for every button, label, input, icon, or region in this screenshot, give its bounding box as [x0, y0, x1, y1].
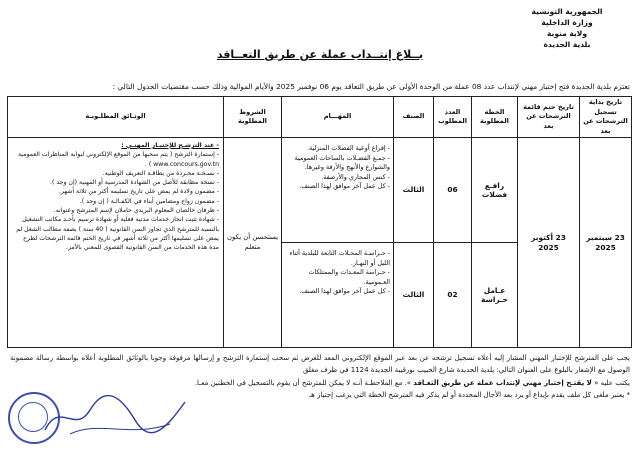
letterhead-line: بلدية الجديدة: [543, 40, 591, 49]
envelope-caption: لا يقتـح إختبار مهني لإنتداب عملة عن طريق التعـاقد: [413, 378, 592, 387]
task-item: - كنس المجاري والأرصفة.: [321, 172, 390, 181]
col-plan: الخطة المطلوبة: [472, 97, 518, 138]
letterhead: [512, 6, 622, 50]
task-item: - كل عمل آخر موافق لهذا الصنف.: [299, 182, 390, 190]
task-item: - كل عمل آخر موافق لهذا الصنف.: [299, 287, 390, 295]
document-item: - مضمون زواج ومضامين أبناء في الكفـالـة ( إن وجد ).: [79, 197, 219, 205]
reg-end-date: 23 أكتوبر 2025: [518, 138, 580, 348]
tasks-cell: [282, 243, 394, 348]
col-documents: الوثـائق المطلـوبـة: [8, 97, 224, 138]
grade-cell: الثالث: [394, 138, 434, 243]
signature-icon: [40, 390, 190, 440]
col-count: العدد المطلوب: [434, 97, 472, 138]
col-tasks: المهـــام: [282, 97, 394, 138]
document-item: - مضمون ولادة لم يمض على تاريخ تسليمه أكثر من ثلاثة أشهر.: [58, 188, 219, 196]
documents-heading: - عند الترشـح للإختبـار المهنـي :: [121, 142, 219, 149]
col-grade: الصنف: [394, 97, 434, 138]
count-cell: 02: [434, 243, 472, 348]
tasks-cell: [282, 138, 394, 243]
letterhead-line: ولاية منوبة: [547, 29, 587, 38]
footer-paragraph: * يعتبر ملغى كل ملف يقدم بإيداع أو يرد بعد الأجال المحددة أو لم يذكر فيه المترشح الخطة التي يرغب إجتياز هـ: [309, 390, 630, 399]
plan-cell: رافـع فضلات: [472, 138, 518, 243]
plan-cell: عـامل حـراسة: [472, 243, 518, 348]
table-header-row: [8, 97, 632, 138]
footer-paragraph: يجب على المترشح للإختبار المهني المشار إليه أعلاه تسجيل ترشحه عن بعد عبر الموقع الإلكتروني المعد للغرض ثم سحب إستمارة الترشح و إرسالها مرفوقة وجوبا بالوثائق المطلوبة أعلاه بواسطة رسالة مضمونة الوصول مع الإشعار بالبلوغ على العنوان التالي: بلدية الجديدة شارع الحبيب بورقيبة الجديدة 1124 في ظرف مغلق: [10, 354, 630, 375]
col-conditions: الشروط المطلوبة: [224, 97, 282, 138]
recruitment-table: [7, 96, 632, 348]
task-item: - حـراسة المعـدات والممتلكات العـمومية.: [308, 268, 390, 286]
table-row: [8, 138, 632, 243]
conditions-cell: يستحسن أن يكون متعلم: [224, 138, 282, 348]
document-item: - نسـخـة مجـردة من بطاقـة التعريف الوطنية.: [102, 169, 219, 177]
intro-paragraph: تعتزم بلدية الجديدة فتح إختبار مهني لإنتداب عدد 08 عملة من الوحدة الأولى عن طريق التعاقد يوم 06 نوفمبر 2025 والأيام الموالية وذلك حسب مقتضيات الجدول التالي :: [112, 82, 630, 91]
count-cell: 06: [434, 138, 472, 243]
footer-paragraph: [10, 377, 630, 389]
task-item: - حـراسـة المحـلات التابعة للبلدية أثناء الليل أو النهـار.: [289, 249, 390, 267]
document-item: - ظرفان خالصان المعلوم البريدي حاملان لإسم المترشح وعنوانه.: [53, 207, 219, 215]
reg-start-date: 23 سبتمبر 2025: [580, 138, 632, 348]
task-item: - إفراغ أوعية الفضلات المنزلية.: [307, 144, 390, 152]
letterhead-line: الجمهورية التونسية: [531, 7, 603, 16]
document-item: - نسخة مطابقة للأصل من الشهادة المدرسية أو المهنية (إن وجد ).: [50, 179, 219, 187]
letterhead-line: وزارة الداخلية: [541, 18, 593, 27]
document-item: - شهادة تثبت انجاز خدمات مدنية فعلية أو شهادة ترسيم بأحـد مكاتب التشغيل بالنسبة للمترشح الذي تجاوز السن القانونية ( 40 سنة ) بصفة مطالب الشغل لم يمض على تسليمها أكثر من ثلاثة أشهر في تاريخ الختم قائمة الترشحات لطرح مدة هذه الخدمات من السن القانونية القصوى للمعني بالأمر.: [16, 216, 219, 252]
footer-text: يكتب عليه «: [591, 378, 630, 387]
document-item: - إستمارة الترشح ( يتم سحبها من الموقع الإلكتروني لبوابة المناظرات العمومية www.concours.gov.tn ) .: [17, 151, 219, 168]
task-item: - جمـع الفضـلات بالساحات العمومية والشوارع والأنهج والأزقة وغيرها.: [294, 153, 390, 171]
col-reg-start: تاريخ بداية تسجيل الترشحات عن بعد: [580, 97, 632, 138]
footer-text: ». مع الملاحظـة أنـه لا يمكن للمترشح أن يقوم بالتسجيل في الخطتين معـا.: [194, 378, 414, 387]
grade-cell: الثالث: [394, 243, 434, 348]
documents-cell: [8, 138, 224, 348]
col-reg-end: تاريخ ختم قائمة الترشحات عن بعد: [518, 97, 580, 138]
page-title: بــلاغ إنتــداب عملة عن طريق التعــاقد: [216, 48, 424, 61]
